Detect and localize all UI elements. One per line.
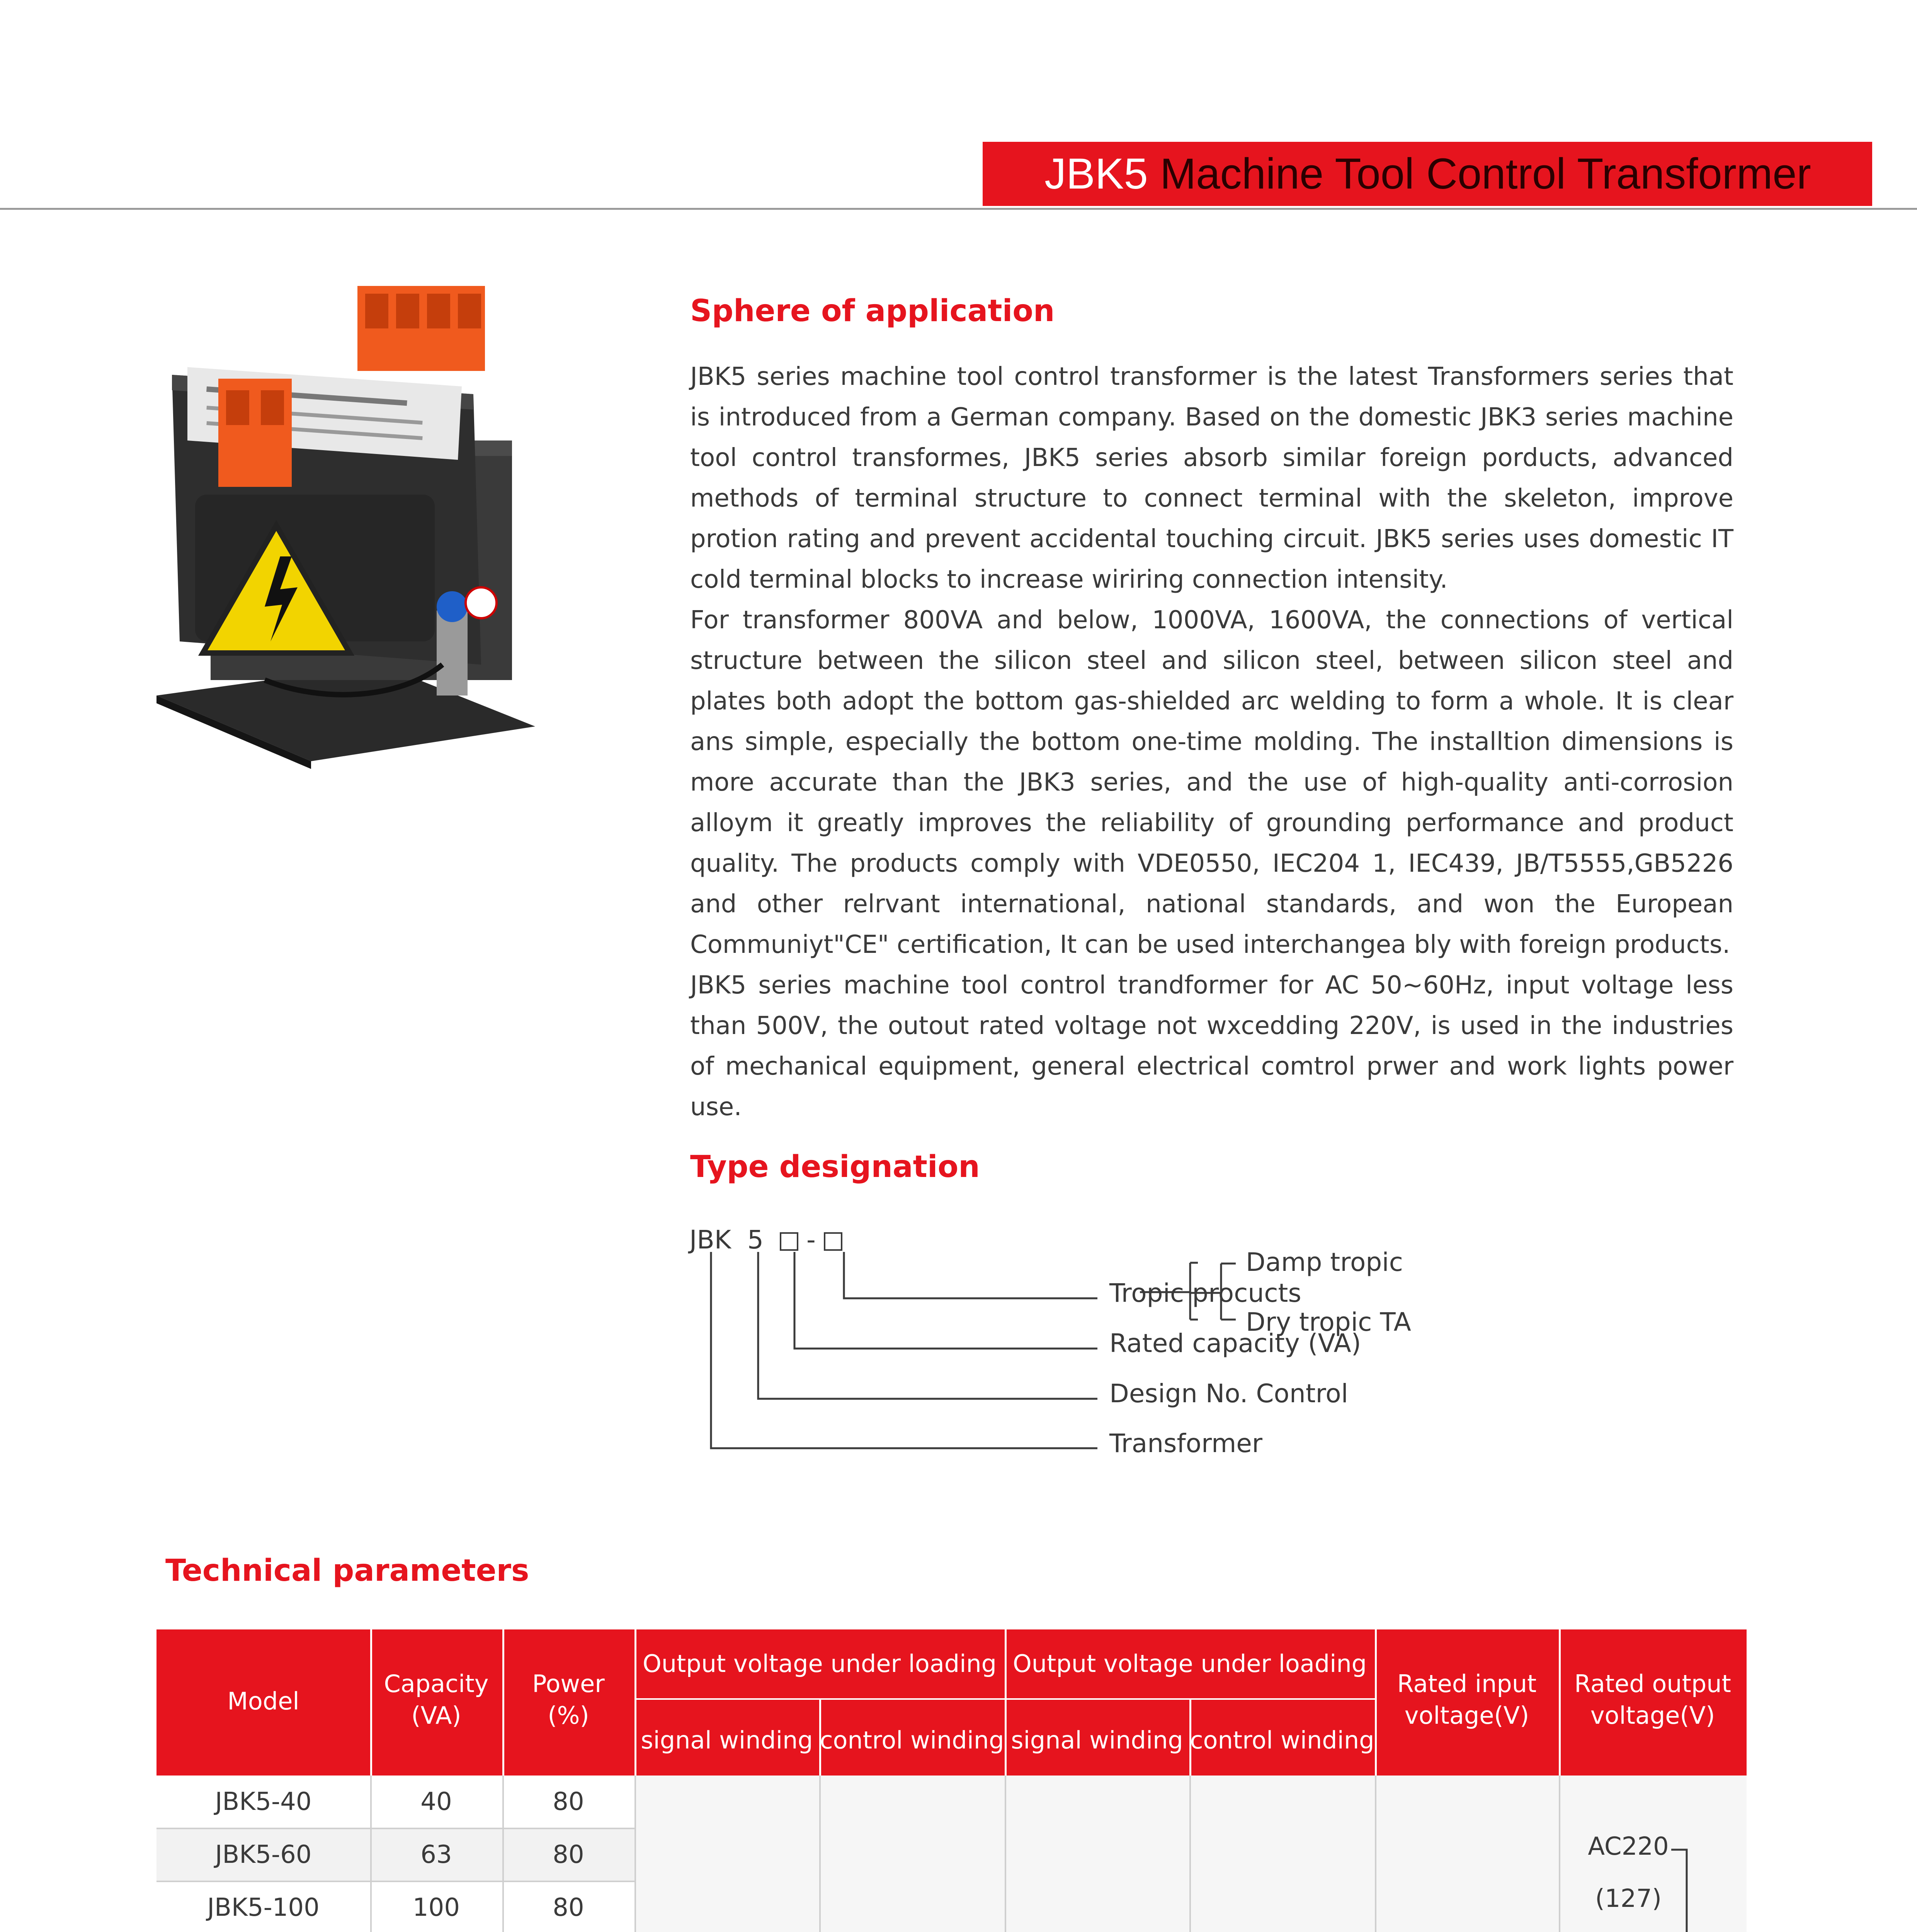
cell-capacity: 100 <box>412 1893 460 1922</box>
th-rated-input-2: voltage(V) <box>1404 1701 1529 1730</box>
cell-power: 80 <box>553 1840 584 1869</box>
cell-power: 80 <box>553 1893 584 1922</box>
sphere-paragraph-1: JBK5 series machine tool control transformer is the latest Transformers series that is introduced from a German company. Based on the domestic JBK3 series machine tool control transformes, JBK5 series absorb similar foreign porducts, advanced methods of terminal structure to connect terminal with the skeleton, improve protion rating and prevent accidental touching circuit. JBK5 series uses domestic IT cold terminal blocks to increase wiriring connection intensity. <box>690 362 1733 594</box>
th-rated-input-1: Rated input <box>1397 1670 1537 1698</box>
ground-terminal <box>437 611 468 696</box>
code-dash: - <box>806 1225 816 1255</box>
th-capacity-1: Capacity <box>384 1670 489 1698</box>
output-value: AC220 <box>1588 1832 1669 1861</box>
th-group-1: Output voltage under loading <box>642 1650 997 1678</box>
label-capacity: Rated capacity (VA) <box>1109 1328 1361 1358</box>
sphere-heading: Sphere of application <box>690 294 1055 328</box>
th-signal-1: signal winding <box>641 1726 813 1754</box>
sphere-paragraph-3: JBK5 series machine tool control trandformer for AC 50~60Hz, input voltage less than 500V, the outout rated voltage not wxcedding 220V, is used in the industries of mechanical equipment, general electrical comtrol prwer and work lights power use. <box>690 971 1733 1121</box>
th-control-2: control winding <box>1190 1726 1374 1754</box>
cell-model: JBK5-100 <box>207 1893 320 1922</box>
line-tropic <box>844 1252 1097 1298</box>
cell-capacity: 63 <box>420 1840 452 1869</box>
th-rated-output-2: voltage(V) <box>1590 1701 1715 1730</box>
designation-code <box>689 1225 842 1255</box>
technical-heading: Technical parameters <box>165 1553 529 1588</box>
header-rule <box>0 208 1917 210</box>
th-model: Model <box>227 1687 299 1715</box>
th-power-2: (%) <box>548 1701 589 1730</box>
th-control-1: control winding <box>820 1726 1004 1754</box>
transformer-photo <box>149 278 539 769</box>
line-design <box>758 1252 1097 1399</box>
code-prefix: JBK <box>689 1225 731 1255</box>
line-transformer <box>711 1252 1097 1448</box>
th-signal-2: signal winding <box>1011 1726 1183 1754</box>
cell-model: JBK5-40 <box>215 1787 312 1816</box>
th-group-2: Output voltage under loading <box>1012 1650 1367 1678</box>
label-damp: Damp tropic <box>1246 1247 1403 1277</box>
th-rated-output-1: Rated output <box>1574 1670 1731 1698</box>
title-description: Machine Tool Control Transformer <box>1160 150 1811 198</box>
tropic-box <box>824 1232 842 1251</box>
parameters-table <box>156 1629 1747 1932</box>
label-tropic: Tropic procucts <box>1109 1278 1301 1308</box>
designation-heading: Type designation <box>690 1150 980 1184</box>
sphere-body <box>690 357 1733 1128</box>
label-dry: Dry tropic TA <box>1246 1307 1411 1337</box>
code-digit: 5 <box>747 1225 764 1255</box>
capacity-box <box>780 1232 798 1251</box>
label-design: Design No. Control <box>1109 1379 1348 1408</box>
title-product: JBK5 <box>1044 150 1148 198</box>
th-power-1: Power <box>532 1670 605 1698</box>
output-brackets <box>1664 1838 1694 1932</box>
page-title <box>983 142 1872 206</box>
cell-capacity: 40 <box>420 1787 452 1816</box>
sphere-paragraph-2: For transformer 800VA and below, 1000VA, 1600VA, the connections of vertical structure between the silicon steel and silicon steel, between silicon steel and plates both adopt the bottom gas-shielded arc welding to form a whole. It is clear ans simple, especially the bottom one-time molding. The installtion dimensions is more accurate than the JBK3 series, and the use of high-quality anti-corrosion alloym it greatly improves the reliability of grounding performance and product quality. The products comply with VDE0550, IEC204 1, IEC439, JB/T5555,GB5226 and other relrvant international, national standards, and won the European Communiyt"CE" certification, It can be used interchangea bly with foreign products. <box>690 606 1733 959</box>
cell-model: JBK5-60 <box>215 1840 312 1869</box>
cell-power: 80 <box>553 1787 584 1816</box>
line-capacity <box>794 1252 1097 1349</box>
th-capacity-2: (VA) <box>411 1701 461 1730</box>
label-transformer: Transformer <box>1109 1429 1263 1458</box>
output-value: (127) <box>1595 1884 1662 1913</box>
